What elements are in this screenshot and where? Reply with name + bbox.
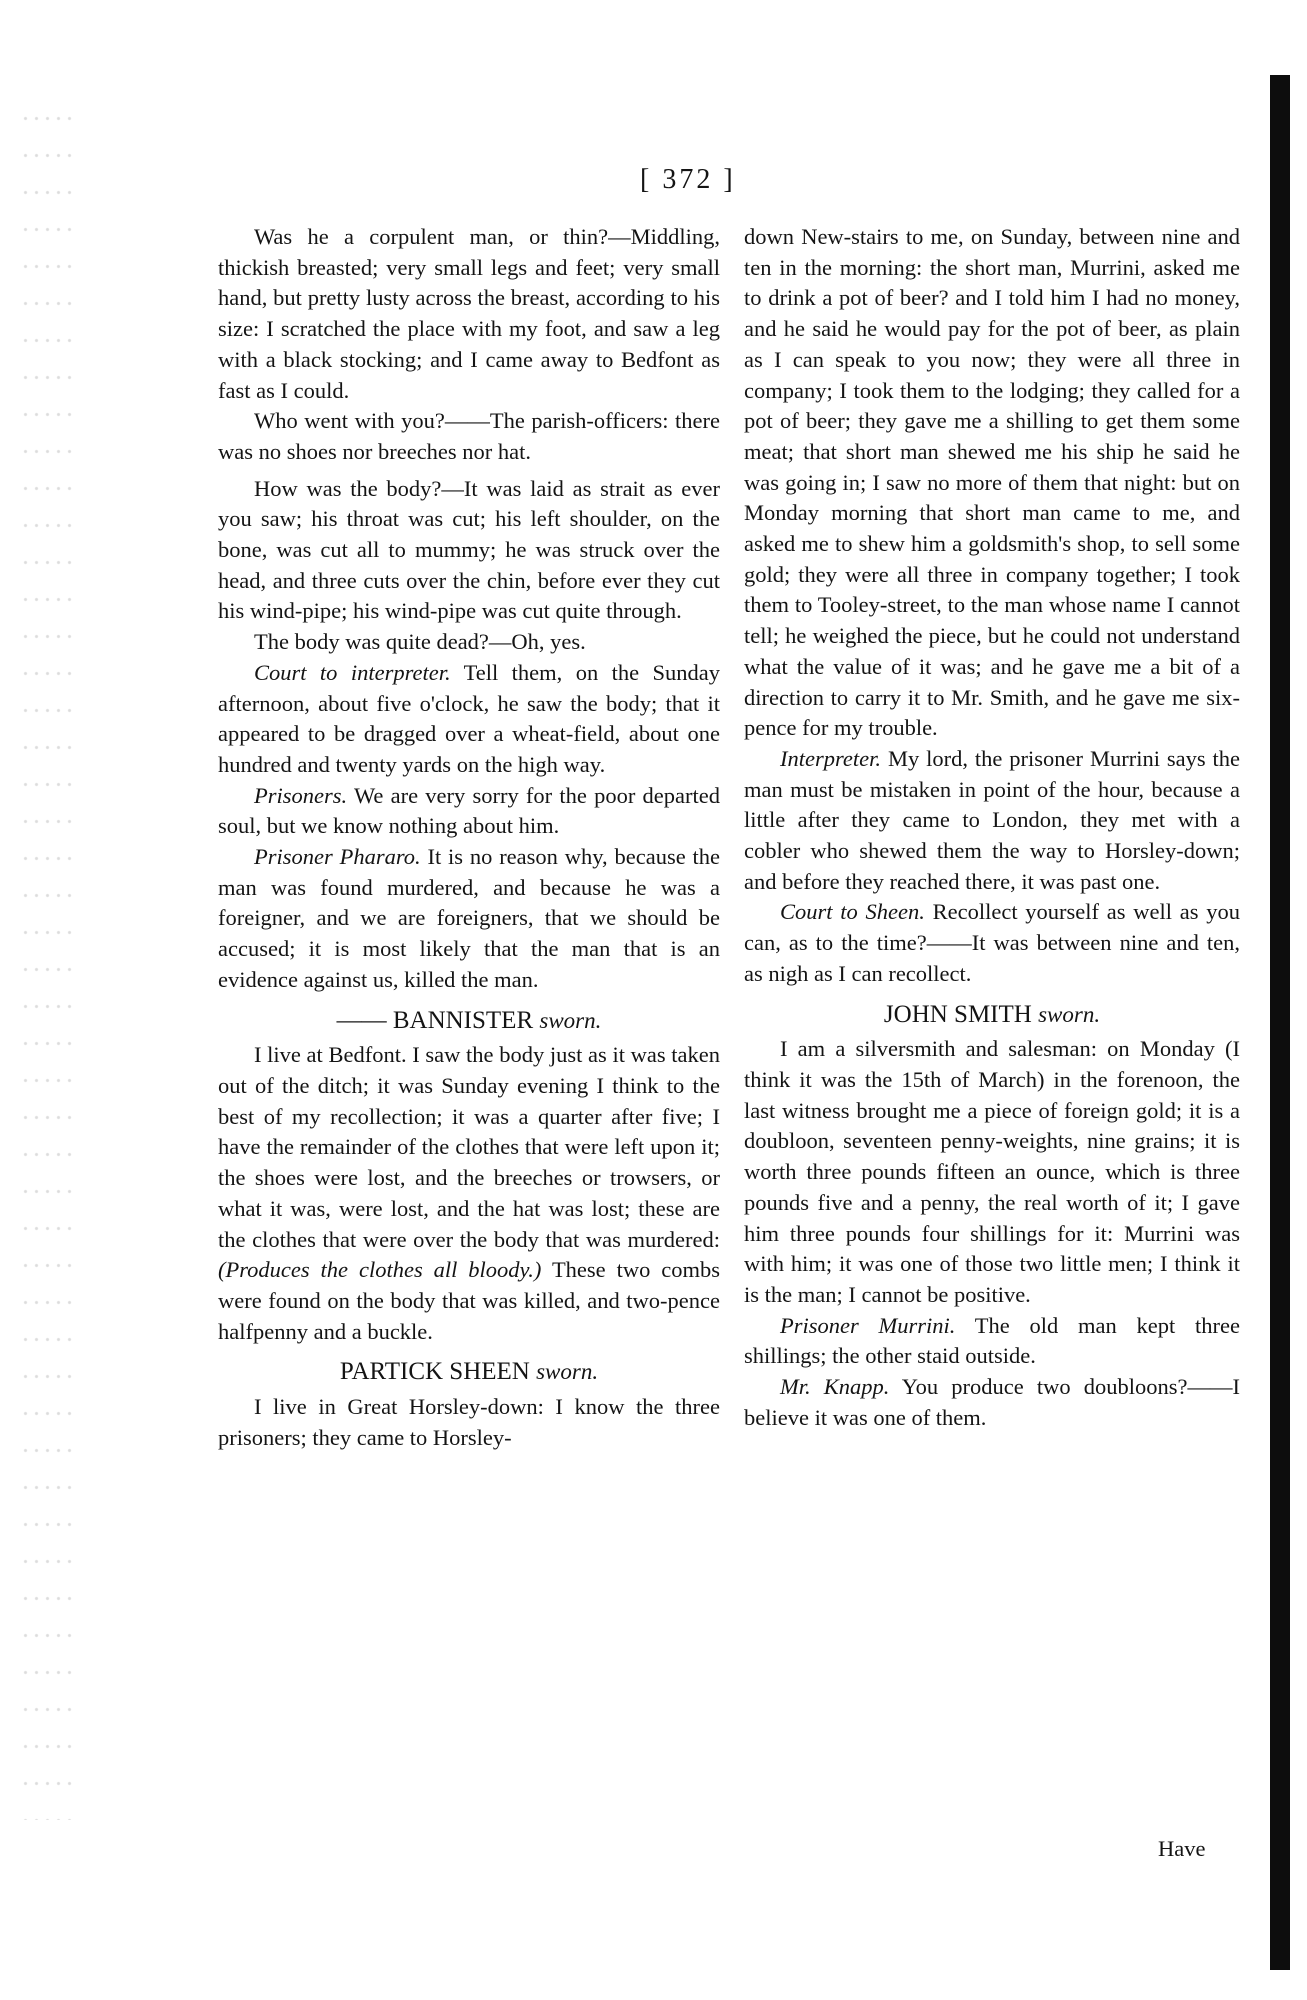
catchword: Have [1158,1836,1206,1861]
paragraph: I live in Great Horsley-down: I know the three prisoners; they came to Horsley- [218,1394,720,1450]
speech-text: The old man kept three shillings; the other staid outside. [744,1312,1240,1369]
speaker-label: Court to interpreter. [254,659,451,685]
paragraph [218,781,720,842]
paragraph: I live at Bedfont. I saw the body just as it was taken out of the ditch; it was Sunday evening I think to the best of my recollection; it was a quarter after five; I have the remainder of the clothes that were left upon it; the shoes were lost, and the breeches or trowsers, or what it was, were lost, and the hat was lost; these are the clothes that were over the body that was murdered: (Produces the clothes all bloody.) These two combs were found on the body that was killed, and two-pence halfpenny and a buckle. [218,1042,720,1344]
page-number: [ 372 ] [640,164,736,195]
speech-text: You produce two doubloons?——I believe it was one of them. [744,1374,1241,1430]
speech-text: My lord, the prisoner Murrini says the man must be mistaken in point of the hour, because a little after they came to London, they met with a cobler who shewed them the way to Horsley-down; and before they reached there, it was past one. [744,745,1241,894]
speech-text: Tell them, on the Sunday afternoon, about five o'clock, he saw the body; that it appeared to be dragged over a wheat-field, about one hundred and twenty yards on the high way. [218,659,720,777]
speaker-label: Interpreter. [780,745,882,771]
paragraph [744,1311,1240,1372]
paragraph: How was the body?—It was laid as strait as ever you saw; his throat was cut; his left shoulder, on the bone, was cut all to mummy; he was struck over the head, and three cuts over the chin, before ever they cut his wind-pipe; his wind-pipe was cut quite through. [218,475,720,624]
paragraph [744,1372,1240,1433]
witness-heading [744,1000,1240,1031]
left-column [218,222,720,1453]
speaker-label: Mr. Knapp. [780,1374,890,1400]
paragraph [218,658,720,781]
speech-text: It is no reason why, because the man was found murdered, and because he was a foreigner, and we are foreigners, that we should be accused; it is most likely that the man that is an evidence against us, killed the man. [218,844,720,992]
paragraph [744,744,1240,898]
paragraph [744,897,1240,989]
right-column [744,222,1240,1433]
witness-name: PARTICK SHEEN [339,1358,530,1386]
speech-text: Recollect yourself as well as you can, as to the time?——It was between nine and ten, as nigh as I can recollect. [744,899,1240,986]
sworn-label: sworn. [539,1007,602,1033]
sworn-label: sworn. [1038,1001,1101,1027]
witness-name: —— BANNISTER [336,1006,534,1034]
paragraph: I am a silversmith and salesman: on Monday (I think it was the 15th of March) in the forenoon, the last witness brought me a piece of foreign gold; it is a doubloon, seventeen penny-weights, nine grains; it is worth three pounds fifteen an ounce, which is three pounds five and a penny, the real worth of it; I gave him three pounds four shillings for it: Murrini was with him; it was one of those two little men; I think it is the man; I cannot be positive. [744,1036,1240,1307]
paragraph: Who went with you?——The parish-officers: there was no shoes nor breeches nor hat. [218,408,720,464]
witness-heading [218,1006,720,1037]
speaker-label: Court to Sheen. [780,899,925,925]
paragraph: The body was quite dead?—Oh, yes. [254,629,586,655]
speaker-label: Prisoner Phararo. [254,844,421,870]
paragraph: down New-stairs to me, on Sunday, between nine and ten in the morning: the short man, Murrini, asked me to drink a pot of beer? and I told him I had no money, and he said he would pay for the pot of beer, as plain as I can speak to you now; they were all three in company; I took them to the lodging; they called for a pot of beer; they gave me a shilling to get them some meat; that short man shewed me his ship he said he was going in; I saw no more of them that night: but on Monday morning that short man came to me, and asked me to shew him a goldsmith's shop, to sell some gold; they were all three in company together; I took them to Tooley-street, to the man whose name I cannot tell; he weighed the piece, but he could not understand what the value of it was; and he gave me a bit of a direction to carry it to Mr. Smith, and he gave me six-pence for my trouble. [744,224,1240,741]
sworn-label: sworn. [536,1359,599,1385]
speaker-label: Prisoner Murrini. [780,1312,956,1338]
witness-name: JOHN SMITH [883,1000,1032,1028]
page-edge-bar [1270,75,1290,1970]
stage-direction: (Produces the clothes all bloody.) [218,1257,542,1283]
paragraph [218,842,720,996]
witness-heading [218,1357,720,1388]
speaker-label: Prisoners. [254,782,348,808]
speech-text: We are very sorry for the poor departed soul, but we know nothing about him. [218,782,720,839]
scan-speckle-left [20,100,75,1820]
paragraph: Was he a corpulent man, or thin?—Middling, thickish breasted; very small legs and feet; very small hand, but pretty lusty across the breast, according to his size: I scratched the place with my foot, and saw a leg with a black stocking; and I came away to Bedfont as fast as I could. [218,224,720,403]
